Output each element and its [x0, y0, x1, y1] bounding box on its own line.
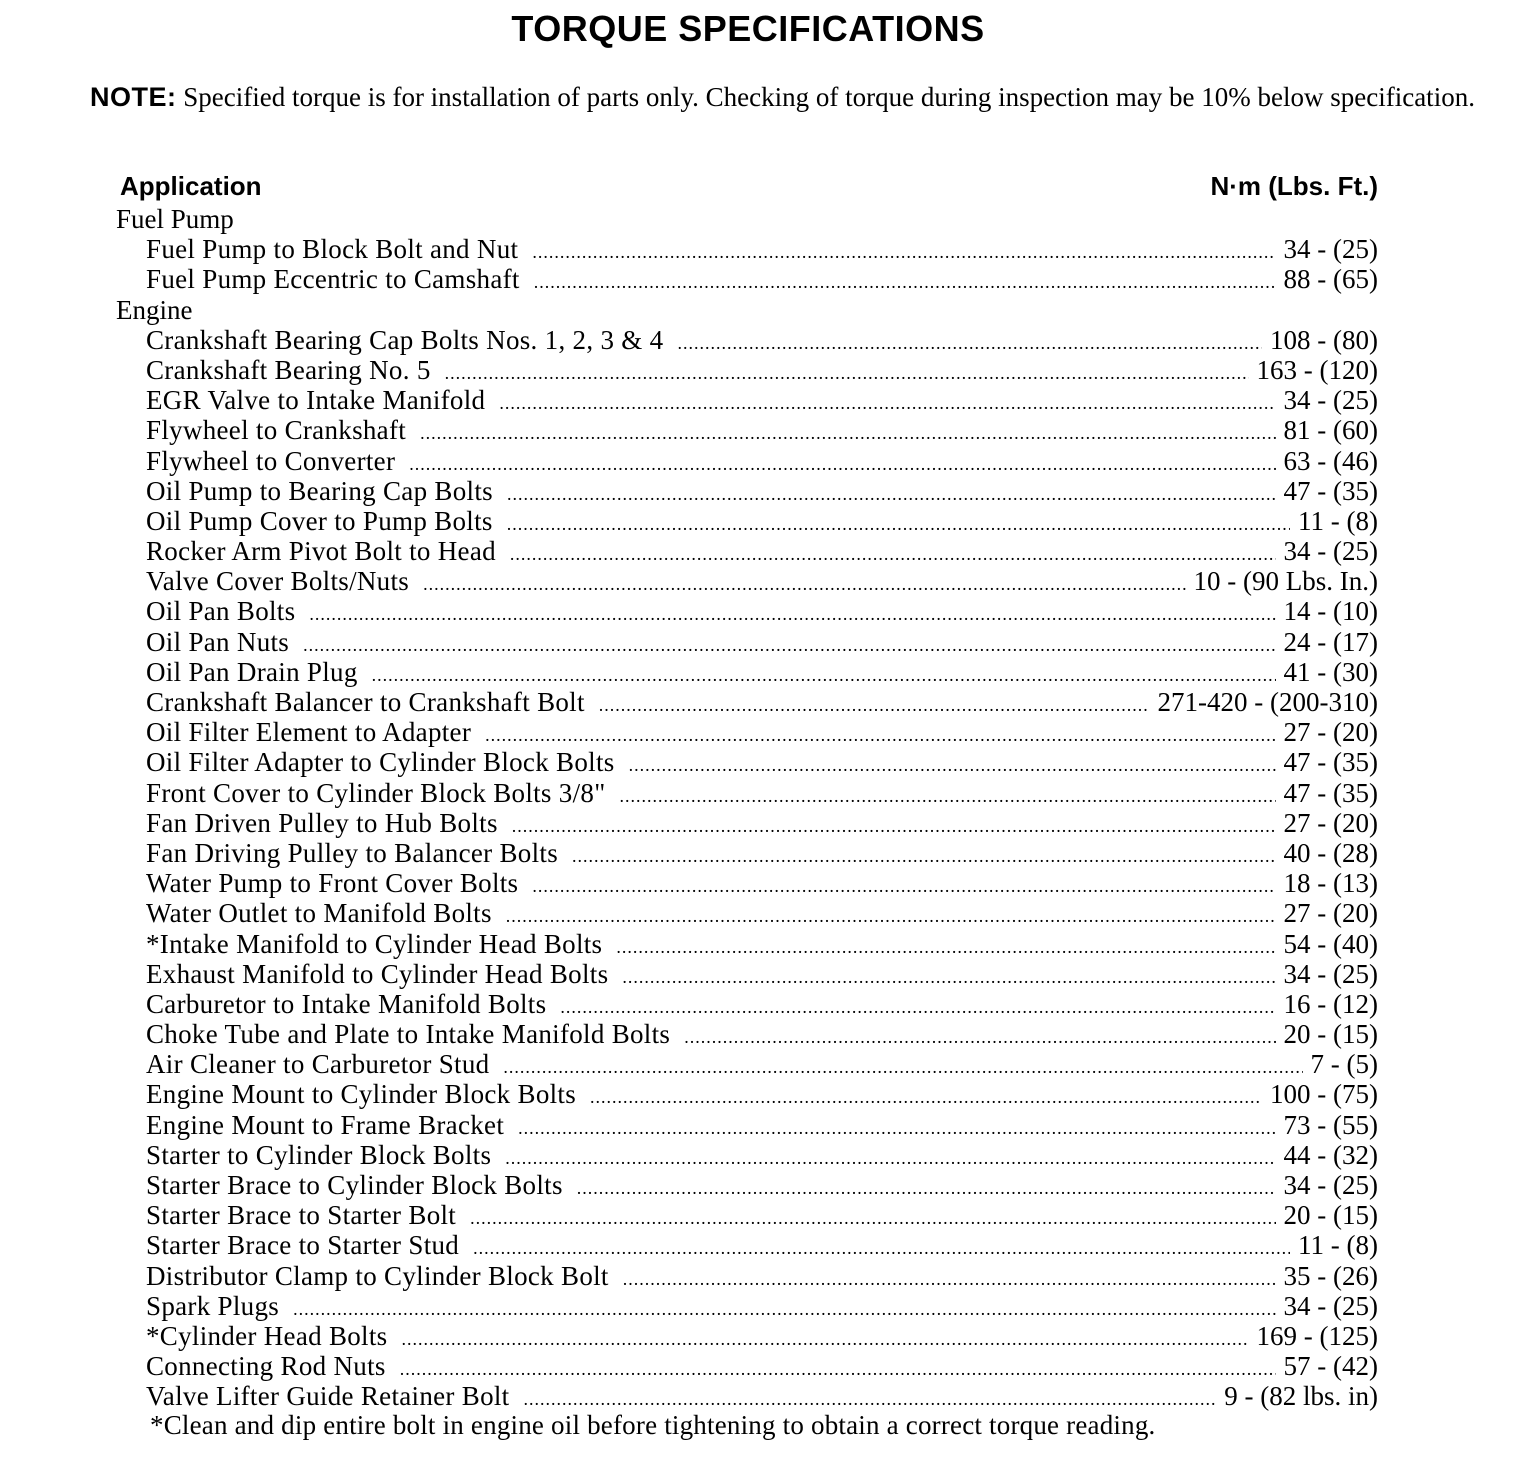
row-torque-value: 34 - (25)	[1283, 958, 1378, 989]
row-torque-value: 18 - (13)	[1283, 868, 1378, 899]
table-row	[116, 1291, 1378, 1321]
row-torque-value: 14 - (10)	[1283, 596, 1378, 627]
row-application: Oil Filter Adapter to Cylinder Block Bolts	[146, 747, 615, 778]
dot-leader	[616, 932, 1275, 962]
row-application: Starter Brace to Starter Bolt	[146, 1200, 457, 1231]
dot-leader	[620, 781, 1276, 811]
row-torque-value: 34 - (25)	[1283, 385, 1378, 416]
row-torque-value: 47 - (35)	[1283, 475, 1378, 506]
dot-leader	[506, 901, 1276, 931]
table-row	[116, 1079, 1378, 1109]
row-application: Fuel Pump to Block Bolt and Nut	[146, 234, 519, 265]
table-row	[116, 929, 1378, 959]
dot-leader	[485, 720, 1275, 750]
table-row	[116, 1019, 1378, 1049]
dot-leader	[420, 418, 1275, 448]
row-application: Flywheel to Converter	[146, 445, 396, 476]
dot-leader	[623, 1264, 1276, 1294]
table-row	[116, 838, 1378, 868]
row-torque-value: 57 - (42)	[1283, 1351, 1378, 1382]
footnote: *Clean and dip entire bolt in engine oil before tightening to obtain a correct torque reading.	[150, 1410, 1156, 1440]
table-row	[116, 1110, 1378, 1140]
dot-leader	[684, 1022, 1275, 1052]
page-title: TORQUE SPECIFICATIONS	[511, 8, 985, 49]
row-application: Starter to Cylinder Block Bolts	[146, 1139, 492, 1170]
table-row	[116, 627, 1378, 657]
row-torque-value: 41 - (30)	[1283, 656, 1378, 687]
dot-leader	[372, 660, 1276, 690]
dot-leader	[560, 992, 1275, 1022]
dot-leader	[445, 358, 1249, 388]
dot-leader	[505, 1143, 1275, 1173]
table-row	[116, 325, 1378, 355]
row-torque-value: 73 - (55)	[1283, 1109, 1378, 1140]
dot-leader	[470, 1203, 1275, 1233]
table-row	[116, 385, 1378, 415]
row-torque-value: 81 - (60)	[1283, 415, 1378, 446]
row-application: Oil Pump to Bearing Cap Bolts	[146, 475, 493, 506]
dot-leader	[577, 1173, 1276, 1203]
row-application: Air Cleaner to Carburetor Stud	[146, 1049, 490, 1080]
row-application: Rocker Arm Pivot Bolt to Head	[146, 536, 496, 567]
dot-leader	[507, 509, 1290, 539]
row-torque-value: 27 - (20)	[1283, 807, 1378, 838]
table-row	[116, 566, 1378, 596]
row-torque-value: 11 - (8)	[1298, 505, 1378, 536]
row-torque-value: 24 - (17)	[1283, 626, 1378, 657]
dot-leader	[473, 1233, 1290, 1263]
row-torque-value: 9 - (82 lbs. in)	[1224, 1381, 1378, 1412]
dot-leader	[629, 750, 1276, 780]
table-row	[116, 778, 1378, 808]
table-row	[116, 415, 1378, 445]
dot-leader	[400, 1354, 1276, 1384]
row-application: Crankshaft Bearing No. 5	[146, 354, 431, 385]
row-application: Connecting Rod Nuts	[146, 1351, 386, 1382]
row-torque-value: 27 - (20)	[1283, 717, 1378, 748]
table-row	[116, 476, 1378, 506]
table-row	[116, 1321, 1378, 1351]
dot-leader	[622, 962, 1275, 992]
table-row	[116, 1170, 1378, 1200]
row-application: Valve Cover Bolts/Nuts	[146, 566, 410, 597]
section-heading: Engine	[116, 294, 193, 325]
row-application: Fan Driving Pulley to Balancer Bolts	[146, 837, 559, 868]
row-torque-value: 34 - (25)	[1283, 536, 1378, 567]
row-torque-value: 271-420 - (200-310)	[1157, 687, 1378, 717]
row-torque-value: 47 - (35)	[1283, 747, 1378, 778]
row-torque-value: 16 - (12)	[1283, 988, 1378, 1019]
table-body	[116, 204, 1378, 1412]
row-application: EGR Valve to Intake Manifold	[146, 385, 486, 416]
dot-leader	[599, 690, 1150, 720]
row-torque-value: 40 - (28)	[1283, 837, 1378, 868]
row-torque-value: 163 - (120)	[1256, 354, 1378, 385]
row-application: Choke Tube and Plate to Intake Manifold Bolts	[146, 1019, 671, 1050]
row-application: Crankshaft Balancer to Crankshaft Bolt	[146, 687, 585, 717]
dot-leader	[409, 449, 1275, 479]
row-torque-value: 7 - (5)	[1310, 1049, 1378, 1080]
torque-table	[116, 168, 1378, 1412]
dot-leader	[510, 539, 1276, 569]
row-torque-value: 27 - (20)	[1283, 898, 1378, 929]
dot-leader	[499, 388, 1275, 418]
dot-leader	[532, 871, 1275, 901]
dot-leader	[512, 811, 1276, 841]
table-row	[116, 596, 1378, 626]
row-torque-value: 34 - (25)	[1283, 1170, 1378, 1200]
row-torque-value: 20 - (15)	[1283, 1200, 1378, 1231]
row-application: Oil Pan Bolts	[146, 596, 296, 627]
row-application: Flywheel to Crankshaft	[146, 415, 407, 446]
dot-leader	[401, 1324, 1248, 1354]
dot-leader	[518, 1113, 1275, 1143]
table-row	[116, 868, 1378, 898]
note-label: NOTE:	[90, 82, 177, 112]
table-row	[116, 687, 1378, 717]
row-torque-value: 34 - (25)	[1283, 1290, 1378, 1321]
table-row	[116, 989, 1378, 1019]
row-torque-value: 35 - (26)	[1283, 1260, 1378, 1291]
row-application: Water Pump to Front Cover Bolts	[146, 868, 519, 899]
row-torque-value: 54 - (40)	[1283, 928, 1378, 959]
table-row	[116, 1261, 1378, 1291]
row-torque-value: 88 - (65)	[1283, 264, 1378, 295]
table-row	[116, 959, 1378, 989]
row-application: Engine Mount to Frame Bracket	[146, 1109, 505, 1140]
table-row	[116, 264, 1378, 294]
dot-leader	[532, 237, 1275, 267]
row-application: Oil Filter Element to Adapter	[146, 717, 472, 748]
dot-leader	[423, 569, 1185, 599]
dot-leader	[503, 1052, 1302, 1082]
row-application: *Cylinder Head Bolts	[146, 1320, 388, 1351]
dot-leader	[534, 267, 1276, 297]
header-application: Application	[120, 170, 262, 201]
row-application: Spark Plugs	[146, 1290, 280, 1321]
row-application: Carburetor to Intake Manifold Bolts	[146, 988, 547, 1019]
dot-leader	[507, 479, 1276, 509]
row-torque-value: 100 - (75)	[1270, 1079, 1378, 1110]
row-application: Starter Brace to Cylinder Block Bolts	[146, 1170, 563, 1200]
note-paragraph	[20, 82, 1480, 112]
row-application: Oil Pan Drain Plug	[146, 656, 358, 687]
row-torque-value: 47 - (35)	[1283, 777, 1378, 808]
table-header	[116, 168, 1378, 204]
dot-leader	[293, 1294, 1275, 1324]
row-application: Valve Lifter Guide Retainer Bolt	[146, 1381, 510, 1412]
table-row	[116, 747, 1378, 777]
table-row	[116, 808, 1378, 838]
table-row	[116, 355, 1378, 385]
table-row	[116, 1049, 1378, 1079]
table-row	[116, 1230, 1378, 1260]
row-application: Fuel Pump Eccentric to Camshaft	[146, 264, 520, 295]
row-torque-value: 11 - (8)	[1298, 1230, 1378, 1261]
table-row	[116, 1351, 1378, 1381]
table-row	[116, 536, 1378, 566]
table-row	[116, 446, 1378, 476]
row-application: *Intake Manifold to Cylinder Head Bolts	[146, 928, 603, 959]
row-application: Fan Driven Pulley to Hub Bolts	[146, 807, 498, 838]
dot-leader	[309, 599, 1275, 629]
dot-leader	[572, 841, 1276, 871]
row-application: Exhaust Manifold to Cylinder Head Bolts	[146, 958, 609, 989]
row-torque-value: 20 - (15)	[1283, 1019, 1378, 1050]
row-application: Front Cover to Cylinder Block Bolts 3/8"	[146, 777, 606, 808]
row-application: Oil Pan Nuts	[146, 626, 290, 657]
table-row	[116, 657, 1378, 687]
table-row	[116, 1140, 1378, 1170]
header-value: N·m (Lbs. Ft.)	[1210, 170, 1378, 201]
row-application: Oil Pump Cover to Pump Bolts	[146, 505, 493, 536]
row-torque-value: 10 - (90 Lbs. In.)	[1193, 566, 1378, 597]
row-application: Starter Brace to Starter Stud	[146, 1230, 460, 1261]
row-torque-value: 63 - (46)	[1283, 445, 1378, 476]
table-row	[116, 898, 1378, 928]
section-heading: Fuel Pump	[116, 204, 234, 234]
row-torque-value: 34 - (25)	[1283, 234, 1378, 265]
row-application: Water Outlet to Manifold Bolts	[146, 898, 492, 929]
dot-leader	[590, 1082, 1262, 1112]
dot-leader	[677, 328, 1262, 358]
dot-leader	[303, 630, 1275, 660]
table-row	[116, 506, 1378, 536]
row-application: Engine Mount to Cylinder Block Bolts	[146, 1079, 577, 1110]
row-application: Distributor Clamp to Cylinder Block Bolt	[146, 1260, 609, 1291]
row-torque-value: 169 - (125)	[1256, 1320, 1378, 1351]
table-row	[116, 234, 1378, 264]
row-application: Crankshaft Bearing Cap Bolts Nos. 1, 2, 3 & 4	[146, 324, 664, 355]
table-row	[116, 717, 1378, 747]
table-row	[116, 1381, 1378, 1411]
note-text: Specified torque is for installation of parts only. Checking of torque during inspection may be 10% below specification.	[183, 82, 1475, 112]
row-torque-value: 108 - (80)	[1270, 324, 1378, 355]
row-torque-value: 44 - (32)	[1283, 1139, 1378, 1170]
table-row	[116, 1200, 1378, 1230]
